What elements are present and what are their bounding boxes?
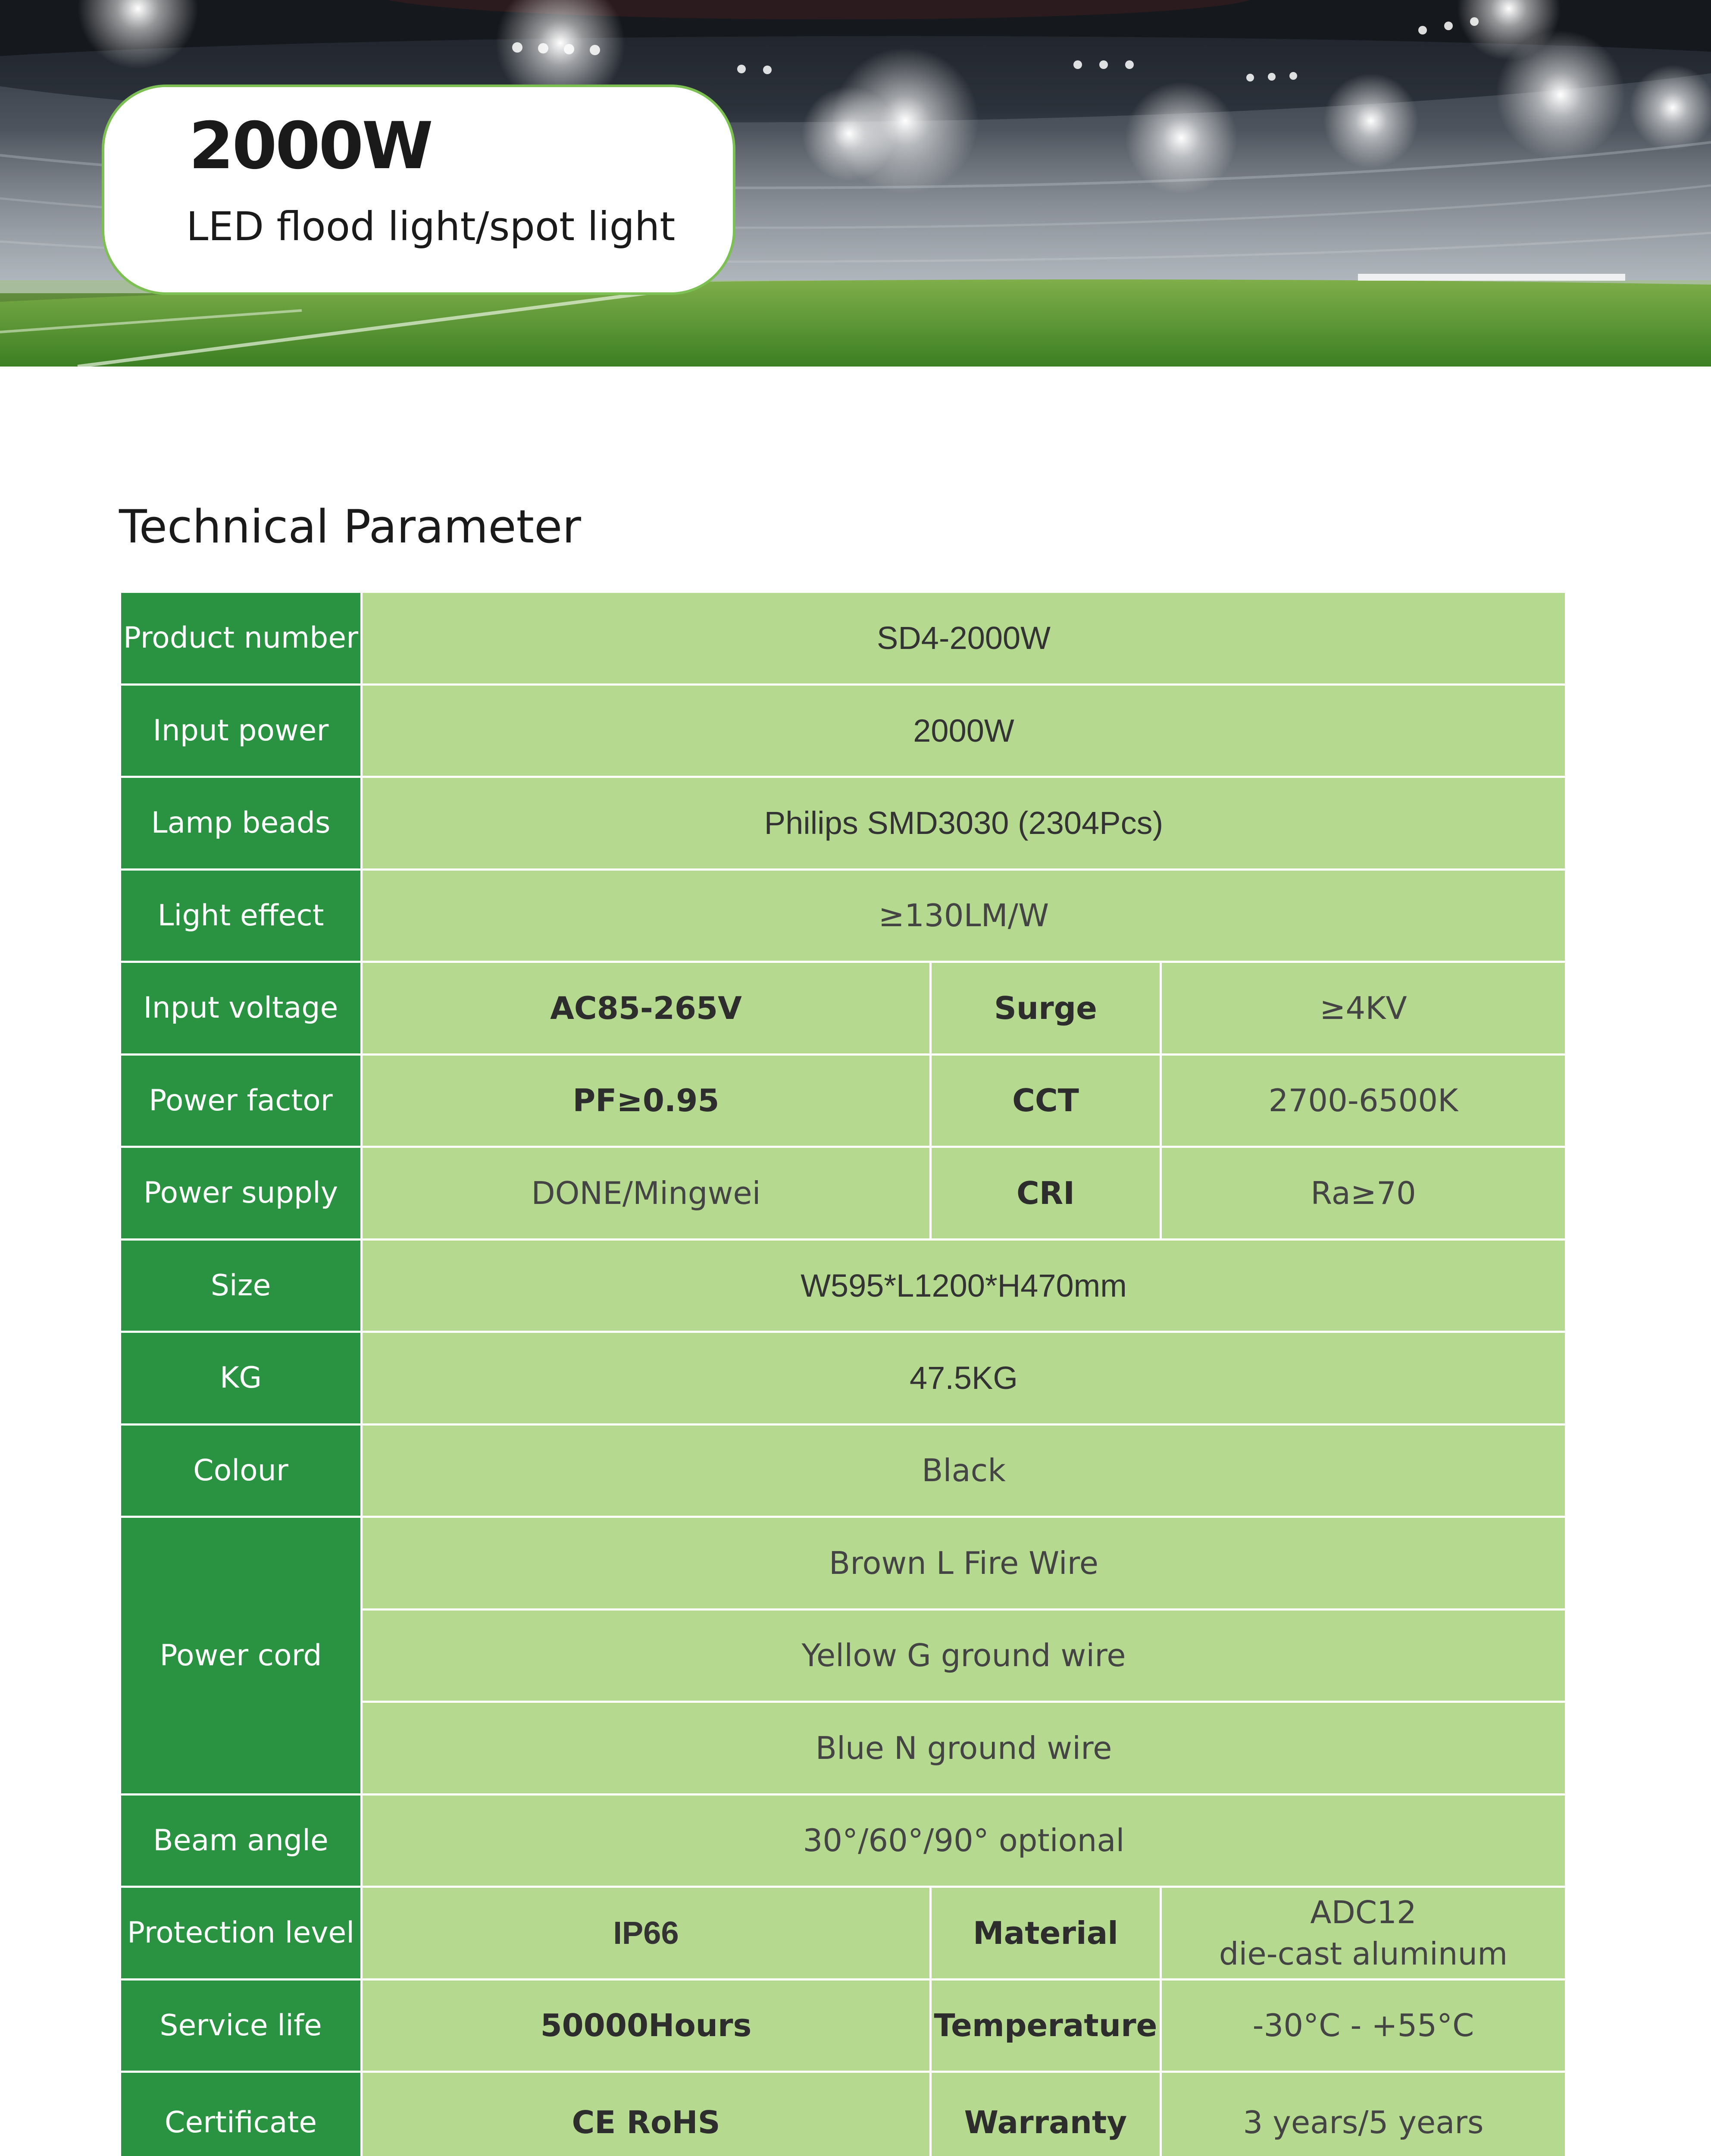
colour-value: Black	[362, 1424, 1566, 1517]
spec-table	[119, 591, 1567, 2156]
beam-angle-value: 30°/60°/90° optional	[362, 1794, 1566, 1887]
certificate-label: Certificate	[120, 2072, 362, 2156]
size-value: W595*L1200*H470mm	[362, 1239, 1566, 1332]
power-cord-value-2: Yellow G ground wire	[362, 1609, 1566, 1702]
power-supply-label: Power supply	[120, 1147, 362, 1240]
input-power-value: 2000W	[362, 684, 1566, 777]
power-factor-label: Power factor	[120, 1054, 362, 1147]
surge-value: ≥4KV	[1161, 962, 1566, 1055]
input-power-label: Input power	[120, 684, 362, 777]
table-row	[120, 1979, 1566, 2072]
table-row	[120, 2072, 1566, 2156]
cri-label: CRI	[931, 1147, 1161, 1240]
material-label: Material	[931, 1887, 1161, 1980]
table-row	[120, 1239, 1566, 1332]
banner-subtitle: LED flood light/spot light	[186, 204, 676, 250]
table-row	[120, 1517, 1566, 1610]
protection-level-value: IP66	[362, 1887, 931, 1980]
product-number-label: Product number	[120, 592, 362, 685]
temperature-value: -30°C - +55°C	[1161, 1979, 1566, 2072]
service-life-label: Service life	[120, 1979, 362, 2072]
table-row	[120, 1887, 1566, 1980]
table-row	[120, 869, 1566, 962]
stadium-banner	[0, 0, 1711, 367]
beam-angle-label: Beam angle	[120, 1794, 362, 1887]
table-row	[120, 1332, 1566, 1425]
power-supply-value: DONE/Mingwei	[362, 1147, 931, 1240]
product-number-value: SD4-2000W	[362, 592, 1566, 685]
certificate-value: CE RoHS	[362, 2072, 931, 2156]
lamp-beads-label: Lamp beads	[120, 777, 362, 870]
table-row	[120, 777, 1566, 870]
cct-label: CCT	[931, 1054, 1161, 1147]
cct-value: 2700-6500K	[1161, 1054, 1566, 1147]
input-voltage-value: AC85-265V	[362, 962, 931, 1055]
input-voltage-label: Input voltage	[120, 962, 362, 1055]
kg-value: 47.5KG	[362, 1332, 1566, 1425]
cri-value: Ra≥70	[1161, 1147, 1566, 1240]
colour-label: Colour	[120, 1424, 362, 1517]
table-row	[120, 1054, 1566, 1147]
material-value-line-1: ADC12	[1310, 1894, 1417, 1930]
service-life-value: 50000Hours	[362, 1979, 931, 2072]
banner-title-box	[102, 85, 735, 295]
table-row	[120, 962, 1566, 1055]
lamp-beads-value: Philips SMD3030 (2304Pcs)	[362, 777, 1566, 870]
table-row	[120, 592, 1566, 685]
table-row	[120, 684, 1566, 777]
light-effect-value: ≥130LM/W	[362, 869, 1566, 962]
temperature-label: Temperature	[931, 1979, 1161, 2072]
light-effect-label: Light effect	[120, 869, 362, 962]
power-factor-value: PF≥0.95	[362, 1054, 931, 1147]
warranty-label: Warranty	[931, 2072, 1161, 2156]
power-cord-label: Power cord	[120, 1517, 362, 1795]
banner-title: 2000W	[189, 109, 432, 184]
protection-level-label: Protection level	[120, 1887, 362, 1980]
table-row	[120, 1794, 1566, 1887]
section-title: Technical Parameter	[119, 500, 581, 553]
power-cord-value-1: Brown L Fire Wire	[362, 1517, 1566, 1610]
power-cord-value-3: Blue N ground wire	[362, 1702, 1566, 1795]
material-value	[1161, 1887, 1566, 1980]
warranty-value: 3 years/5 years	[1161, 2072, 1566, 2156]
material-value-line-2: die-cast aluminum	[1219, 1935, 1508, 1972]
table-row	[120, 1424, 1566, 1517]
size-label: Size	[120, 1239, 362, 1332]
surge-label: Surge	[931, 962, 1161, 1055]
kg-label: KG	[120, 1332, 362, 1425]
table-row	[120, 1147, 1566, 1240]
